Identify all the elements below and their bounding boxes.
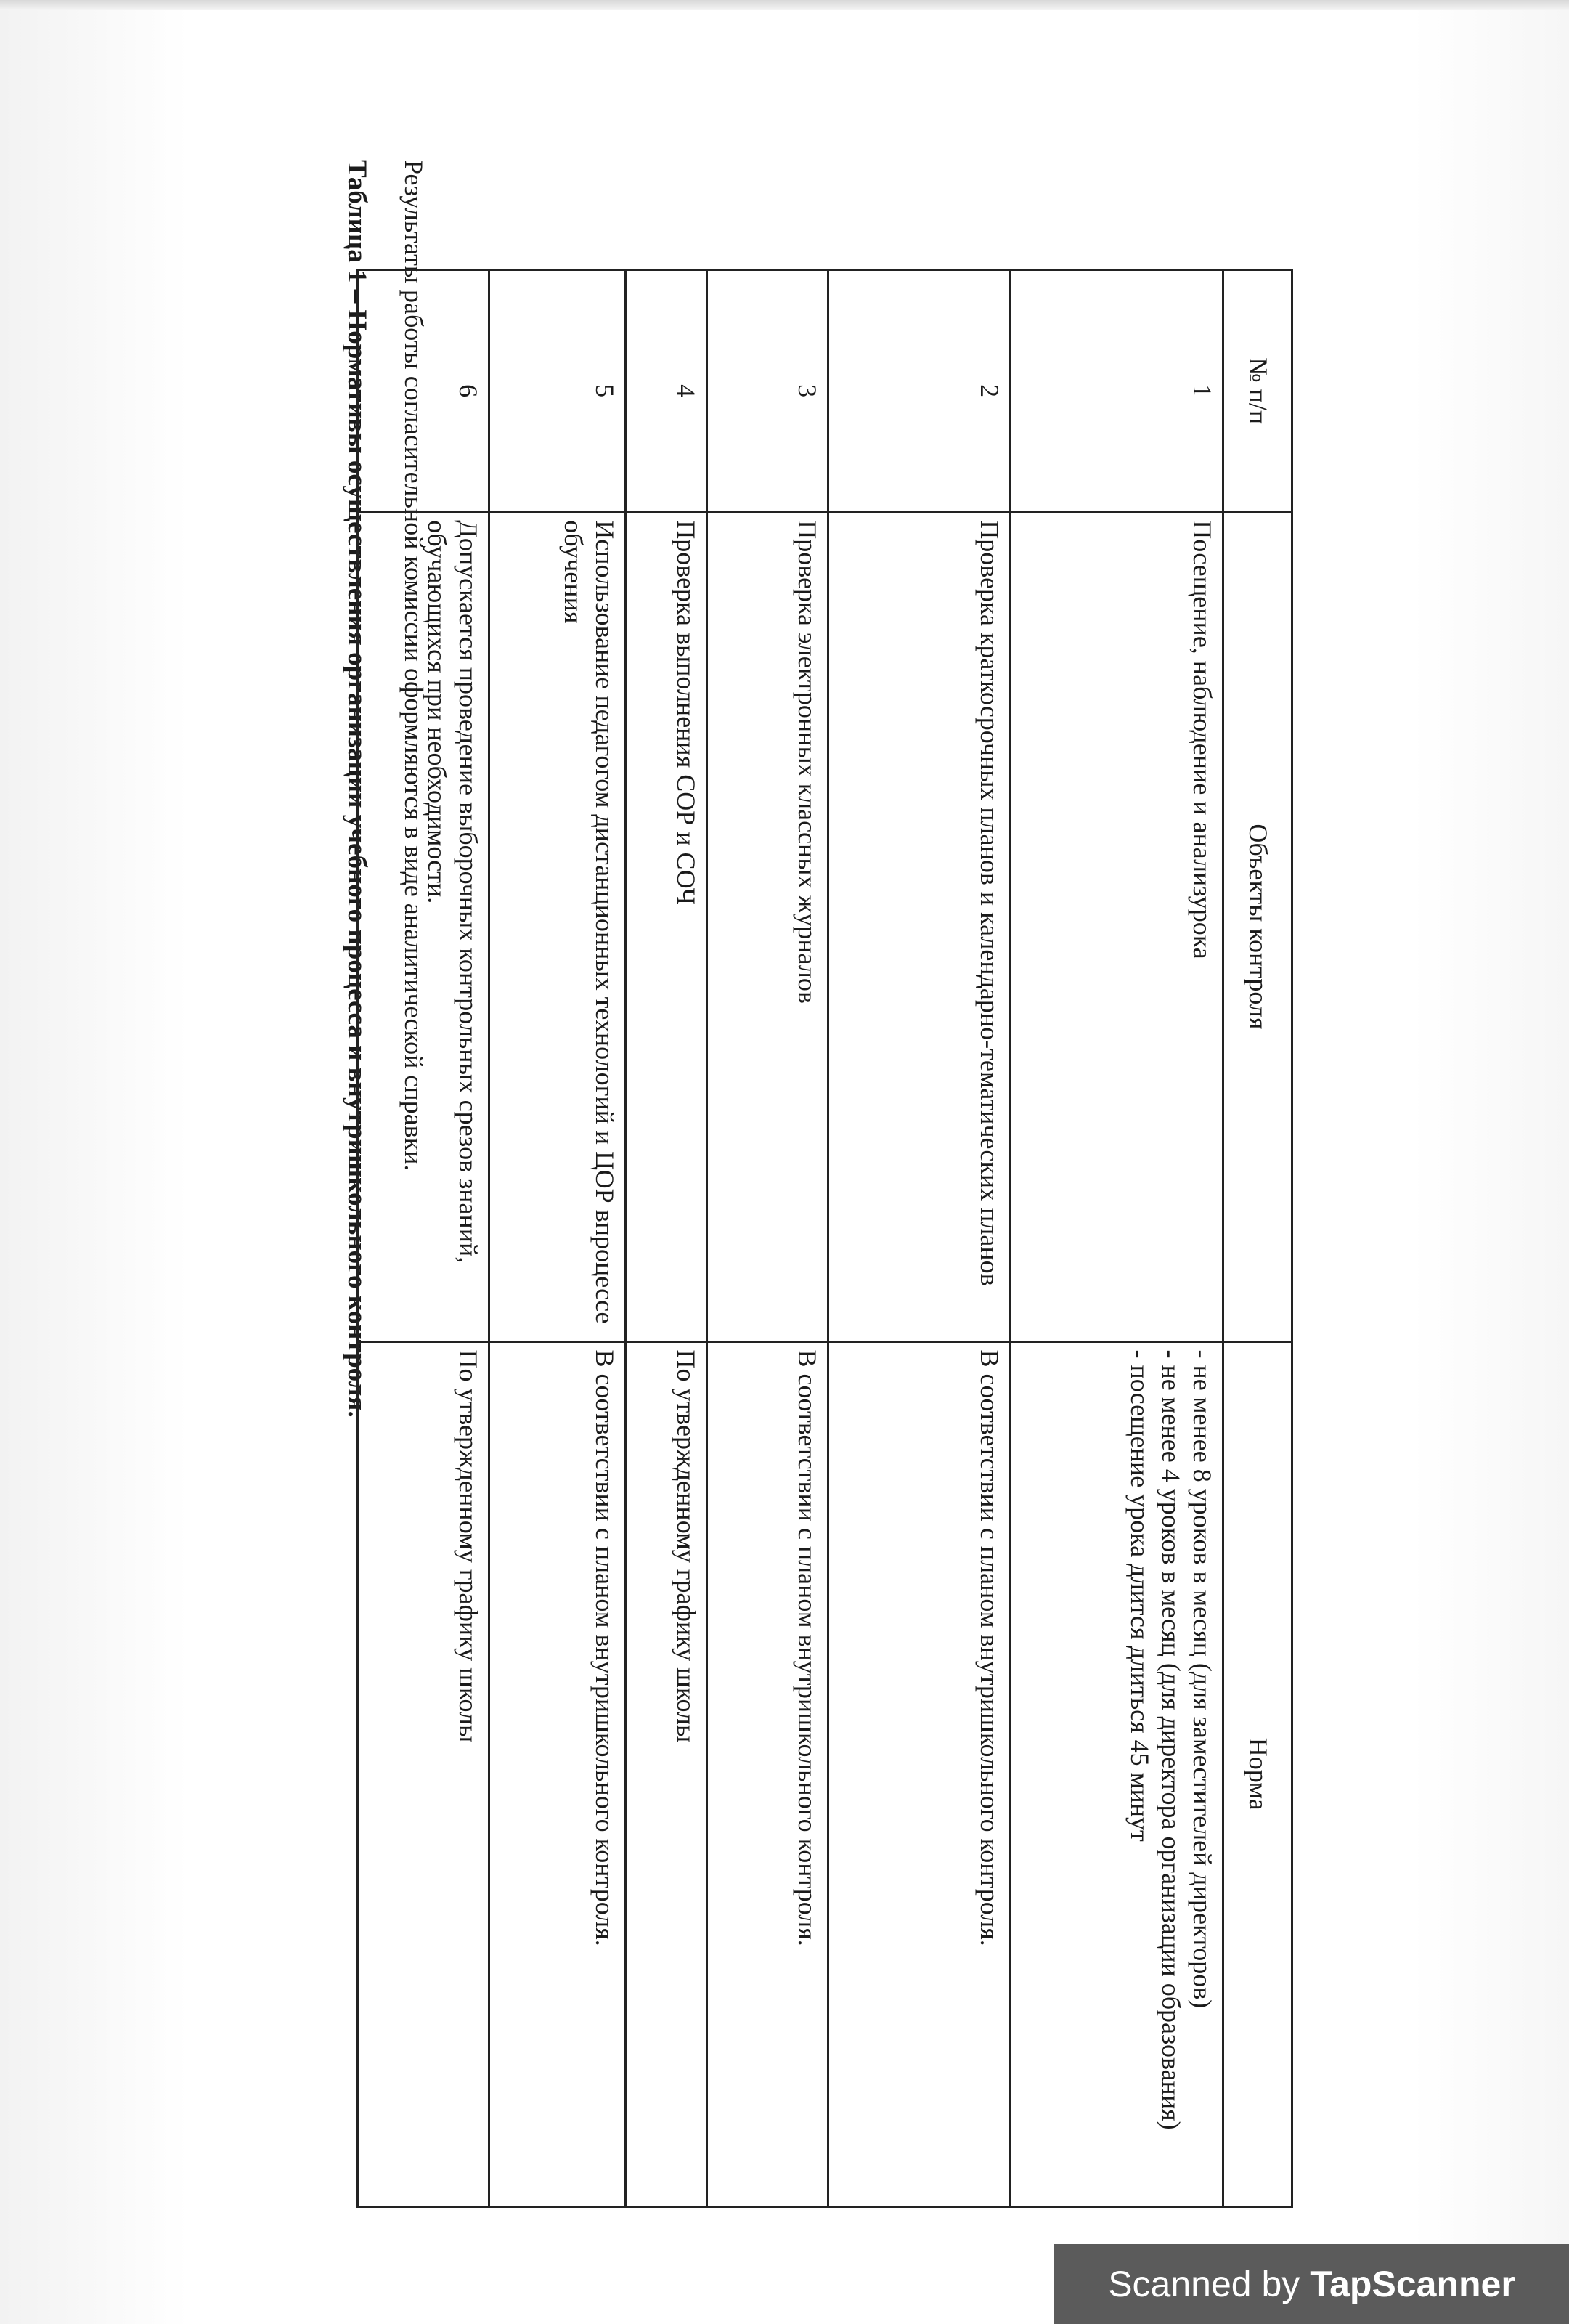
- intro-text: Результаты работы согласительной комиссии оформляются в виде аналитической справки.: [399, 160, 428, 1171]
- row-number: 5: [489, 270, 626, 512]
- row-number: 4: [626, 270, 707, 512]
- row-object: Проверка электронных классных журналов: [707, 512, 828, 1341]
- watermark-prefix: Scanned by: [1108, 2264, 1300, 2304]
- table-header-row: [1223, 270, 1292, 2207]
- header-number: № п/п: [1223, 270, 1292, 512]
- row-object: Проверка краткосрочных планов и календарно-тематических планов: [828, 512, 1011, 1341]
- row-norm: В соответствии с планом внутришкольного контроля.: [489, 1341, 626, 2207]
- row-number: 3: [707, 270, 828, 512]
- row-object: Допускается проведение выборочных контрольных срезов знаний, обучающихся при необходимости.: [358, 512, 489, 1341]
- norm-line: - не менее 4 уроков в месяц (для директора организации образования): [1156, 1349, 1186, 2130]
- norm-line: - посещение урока длится длиться 45 минут: [1125, 1349, 1154, 1842]
- row-norm: По утвержденному графику школы: [358, 1341, 489, 2207]
- table-row: [489, 270, 626, 2207]
- table-row: [1011, 270, 1223, 2207]
- row-object: Посещение, наблюдение и анализурока: [1011, 512, 1223, 1341]
- scanner-watermark: [1054, 2244, 1569, 2324]
- row-object: Использование педагогом дистанционных технологий и ЦОР впроцессе обучения: [489, 512, 626, 1341]
- table-row: [828, 270, 1011, 2207]
- header-objects: Объекты контроля: [1223, 512, 1292, 1341]
- watermark-brand: TapScanner: [1310, 2264, 1515, 2304]
- row-norm: В соответствии с планом внутришкольного контроля.: [828, 1341, 1011, 2207]
- table-row: [358, 270, 489, 2207]
- row-number: 2: [828, 270, 1011, 512]
- header-norm: Норма: [1223, 1341, 1292, 2207]
- table-row: [626, 270, 707, 2207]
- norms-table: [356, 269, 1293, 2208]
- row-norm: По утвержденному графику школы: [626, 1341, 707, 2207]
- table-caption: Таблица 1 – Нормативы осуществления организации учебного процесса и внутришкольного контроля.: [342, 160, 372, 1418]
- row-number: 6: [358, 270, 489, 512]
- row-norm: [1011, 1341, 1223, 2207]
- row-norm: В соответствии с планом внутришкольного контроля.: [707, 1341, 828, 2207]
- table-row: [707, 270, 828, 2207]
- norm-line: - не менее 8 уроков в месяц (для заместителей директоров): [1188, 1349, 1217, 2009]
- row-number: 1: [1011, 270, 1223, 512]
- row-object: Проверка выполнения СОР и СОЧ: [626, 512, 707, 1341]
